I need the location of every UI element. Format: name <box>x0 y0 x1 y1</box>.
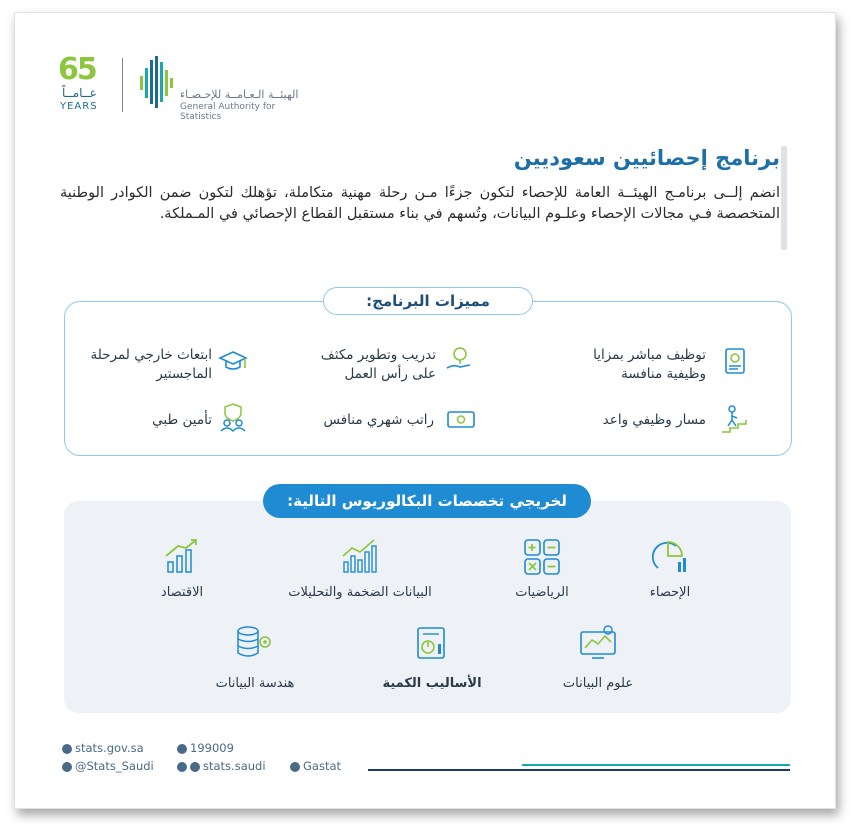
anniversary-label-ar: عــامــاً <box>62 86 97 100</box>
facebook-icon <box>190 762 200 772</box>
snapchat-icon <box>177 762 187 772</box>
economy-growth-icon <box>162 538 202 576</box>
title-accent-bar <box>781 146 787 250</box>
data-engineering-icon <box>234 624 274 662</box>
logo-divider <box>122 58 123 112</box>
contact-website[interactable]: stats.gov.sa <box>62 741 144 755</box>
major-big-data: البيانات الضخمة والتحليلات <box>288 585 432 600</box>
globe-icon <box>62 744 72 754</box>
page-title: برنامج إحصائيين سعوديين <box>513 146 780 170</box>
anniversary-label-en: YEARS <box>60 101 98 112</box>
math-operators-icon <box>522 538 562 576</box>
major-data-science: علوم البيانات <box>562 676 634 691</box>
major-mathematics: الرياضيات <box>515 585 569 600</box>
major-quantitative-methods: الأساليب الكمية <box>382 676 482 691</box>
x-twitter-icon <box>62 762 72 772</box>
feature-medical-insurance: تأمين طبي <box>152 412 212 428</box>
feature-career-path: مسار وظيفي واعد <box>602 412 706 428</box>
statistics-icon <box>650 538 690 576</box>
feature-salary: راتب شهري منافس <box>323 412 434 428</box>
medical-insurance-icon <box>218 402 248 432</box>
majors-heading: لخريجي تخصصات البكالوريوس التالية: <box>263 484 591 518</box>
data-science-icon <box>578 624 618 662</box>
features-heading: مميزات البرنامج: <box>323 287 533 315</box>
contact-twitter[interactable]: @Stats_Saudi <box>62 759 154 773</box>
anniversary-number: 65 <box>58 52 96 87</box>
banknote-icon <box>446 404 476 434</box>
logo-block <box>58 52 318 122</box>
gastat-logo-icon <box>138 56 174 112</box>
contact-social[interactable]: stats.saudi <box>177 759 266 773</box>
major-data-engineering: هندسة البيانات <box>215 676 295 691</box>
lightbulb-hand-icon <box>444 344 474 374</box>
phone-icon <box>177 744 187 754</box>
contact-linkedin[interactable]: Gastat <box>290 759 341 773</box>
feature-training: تدريب وتطوير مكثف على رأس العمل <box>320 347 436 382</box>
footer-line-navy <box>368 769 790 771</box>
feature-scholarship: ابتعاث خارجي لمرحلة الماجستير <box>90 347 212 382</box>
feature-direct-employment: توظيف مباشر بمزايا وظيفية منافسة <box>593 347 706 382</box>
linkedin-icon <box>290 762 300 772</box>
major-statistics: الإحصاء <box>649 585 691 600</box>
intro-paragraph: انضم إلــى برنامـج الهيئــة العامة للإحصاء لتكون جزءًا مـن رحلة مهنية متكاملة، تؤهلك لتكون ضمن الكوادر الوطنية المتخصصة فـي مجالات الإحصاء وعلـوم البيانات، وتُسهم في بناء مستقبل القطاع الإحصائي في المـملكة. <box>60 185 780 222</box>
footer-line-teal <box>522 764 790 766</box>
contact-phone[interactable]: 199009 <box>177 741 234 755</box>
big-data-chart-icon <box>340 538 380 576</box>
major-economics: الاقتصاد <box>160 585 204 600</box>
document-check-icon <box>720 346 750 376</box>
graduation-cap-icon <box>218 346 248 376</box>
career-stairs-icon <box>720 404 750 434</box>
authority-name-ar: الهيئــة الـعـامــة للإحـصـاء <box>180 88 299 101</box>
authority-name-en: General Authority for Statistics <box>180 102 276 122</box>
quantitative-methods-icon <box>412 624 452 662</box>
